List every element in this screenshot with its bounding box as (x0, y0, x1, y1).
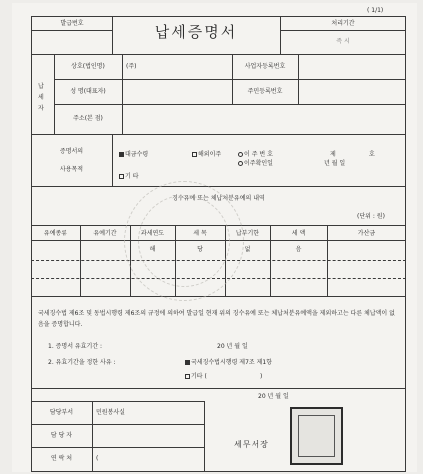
certificate-page (12, 3, 417, 472)
validity-item2-option[interactable]: 국세징수법시행령 제7조 제1항 (185, 359, 272, 367)
purpose-option-overseas[interactable]: 해외이주 (192, 151, 221, 159)
checkbox-icon (185, 374, 190, 379)
checkbox-icon (192, 152, 197, 157)
document-title: 납세증명서 (154, 23, 238, 41)
col-header-deferral-period: 유예기간 (93, 230, 117, 237)
col-header-tax-year: 과세연도 (140, 230, 165, 237)
page-number: ( 1/1) (367, 7, 384, 14)
emigrant-date-label: 이주확인일 (238, 160, 273, 168)
col-header-due-date: 납부기한 (235, 230, 260, 237)
dept-label: 담당부서 (49, 409, 74, 416)
address-label: 주소(본 점) (73, 115, 103, 122)
validity-item2-label: 2. 유효기간을 정한 사유 : (48, 359, 116, 366)
unit-label: (단위 : 원) (357, 213, 385, 220)
validity-item2-other-close: ) (260, 373, 263, 380)
issue-no-label: 발급번호 (60, 20, 84, 27)
notice-text: 국세징수법 제6조 및 동법시행령 제6조의 규정에 의하여 발급일 현재 위의 징수유예 또는 체납처분유예액을 제외하고는 다른 체납액이 없음을 증명합니다. (38, 310, 395, 328)
purpose-label-line2: 사용목적 (59, 166, 84, 173)
emigrant-date-value: 년 월 일 (324, 160, 346, 167)
checked-box-icon (119, 152, 124, 157)
company-name-label: 상호(법인명) (71, 63, 105, 70)
col-header-additional-charge: 가산금 (357, 230, 376, 237)
issue-date: 20 년 월 일 (258, 393, 289, 400)
col-header-deferral-type: 유예종류 (43, 230, 68, 237)
circle-icon (238, 152, 243, 157)
company-name-value: (주) (126, 63, 137, 70)
processing-period-value: 즉 시 (336, 38, 350, 45)
contact-label: 연 락 처 (50, 455, 73, 462)
processing-period-label: 처리기간 (331, 20, 355, 27)
none-text-2: 당 (197, 246, 203, 253)
biz-reg-no-label: 사업자등록번호 (244, 63, 286, 70)
seal-watermark-inner (138, 195, 230, 287)
checked-box-icon (185, 360, 190, 365)
emigrant-number-label: 이 주 번 호 (238, 151, 273, 159)
col-header-tax-item: 세 목 (193, 230, 207, 237)
emigrant-number-suffix: 호 (369, 151, 375, 158)
representative-name-label: 성 명(대표자) (70, 88, 106, 95)
none-text-1: 해 (149, 246, 156, 253)
validity-item2-other[interactable]: 기타 ( (185, 373, 207, 381)
purpose-option-other[interactable]: 기 타 (119, 173, 139, 181)
tax-office-head-label: 세무서장 (234, 440, 269, 449)
emigrant-number-prefix: 제 (330, 151, 336, 158)
none-text-4: 음 (295, 246, 302, 253)
officer-label: 담 당 자 (50, 432, 73, 439)
official-seal-stamp (290, 407, 343, 465)
validity-item1-label: 1. 증명서 유효기간 : (48, 343, 103, 350)
taxpayer-section-label: 납세자 (38, 83, 44, 112)
purpose-option-payment[interactable]: 대금수령 (119, 151, 148, 159)
purpose-label-line1: 증명서의 (59, 148, 84, 155)
validity-item1-value: 20 년 월 일 (217, 343, 248, 350)
none-text-3: 없 (244, 246, 251, 253)
deferral-section-title: 징수유예 또는 체납처분유예의 내역 (172, 195, 265, 202)
resident-reg-no-label: 주민등록번호 (247, 88, 283, 95)
circle-icon (238, 161, 243, 166)
checkbox-icon (119, 174, 124, 179)
contact-value: ( (96, 455, 99, 462)
dept-value: 민원봉사실 (96, 409, 125, 416)
col-header-tax-amount: 세 액 (291, 230, 306, 237)
